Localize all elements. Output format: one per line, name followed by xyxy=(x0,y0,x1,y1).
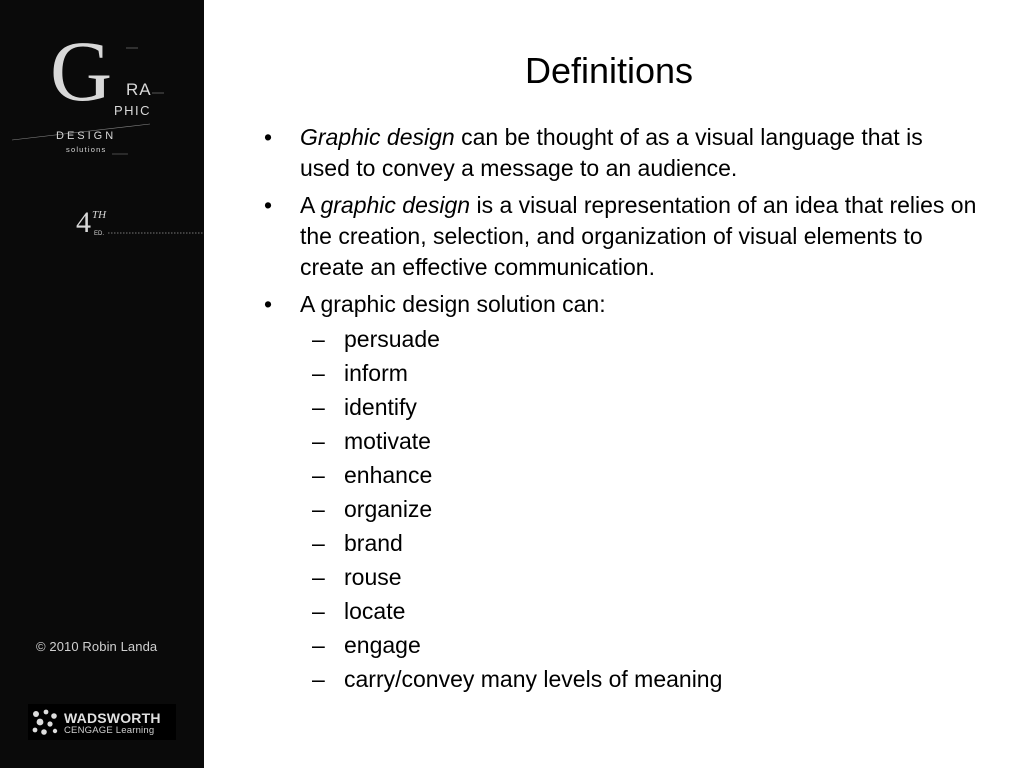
bullet-lead: A xyxy=(300,192,321,218)
bullet-rest: can be thought of as a visual language that is used to convey a message to an audience. xyxy=(300,124,923,181)
sub-item-text: motivate xyxy=(344,428,431,454)
bullet-rest: is a visual representation of an idea that relies on the creation, selection, and organization of visual elements to create an effective communication. xyxy=(300,192,977,280)
logo-ra: RA xyxy=(126,80,152,99)
dash-symbol: – xyxy=(312,462,325,488)
sub-list-item xyxy=(258,424,978,458)
dash-symbol: – xyxy=(312,394,325,420)
dash-symbol: – xyxy=(312,666,325,692)
bullet-emphasis: Graphic design xyxy=(300,124,455,150)
sub-item-text: organize xyxy=(344,496,433,522)
sub-item-text: rouse xyxy=(344,564,402,590)
bullet-item xyxy=(258,289,978,320)
sub-item-text: engage xyxy=(344,632,421,658)
dash-symbol: – xyxy=(312,598,325,624)
bullet-lead: A graphic design solution can: xyxy=(300,291,606,317)
sub-item-text: persuade xyxy=(344,326,440,352)
dash-symbol: – xyxy=(312,564,325,590)
publisher-subtitle: CENGAGE Learning xyxy=(64,725,155,736)
sub-list-item xyxy=(258,594,978,628)
dash-symbol: – xyxy=(312,326,325,352)
sub-item-text: inform xyxy=(344,360,408,386)
sidebar xyxy=(0,0,204,768)
logo-design: DESIGN xyxy=(56,130,117,142)
bullet-symbol: • xyxy=(264,192,273,218)
copyright-text: © 2010 Robin Landa xyxy=(36,639,158,654)
dash-symbol: – xyxy=(312,360,325,386)
sub-item-text: brand xyxy=(344,530,403,556)
sub-list-item xyxy=(258,458,978,492)
sub-list-item xyxy=(258,560,978,594)
dash-symbol: – xyxy=(312,530,325,556)
bullet-item xyxy=(258,122,978,184)
bullet-emphasis: graphic design xyxy=(320,192,471,218)
slide-body xyxy=(258,122,978,696)
logo-phic: PHIC xyxy=(114,103,152,118)
sub-list-item xyxy=(258,628,978,662)
sub-list-item xyxy=(258,390,978,424)
sub-list-item xyxy=(258,492,978,526)
sub-list-item xyxy=(258,662,978,696)
logo-edition-suffix: TH xyxy=(92,209,107,221)
slide-title: Definitions xyxy=(524,50,694,91)
logo-edition-ed: ED. xyxy=(94,231,105,237)
book-logo xyxy=(0,0,204,240)
sub-list-item xyxy=(258,356,978,390)
sub-item-text: enhance xyxy=(344,462,433,488)
logo-edition-number: 4 xyxy=(76,206,91,239)
dash-symbol: – xyxy=(312,496,325,522)
wadsworth-mark-icon xyxy=(30,708,60,736)
sub-item-text: locate xyxy=(344,598,406,624)
logo-big-letter: G xyxy=(50,23,113,119)
publisher-logo xyxy=(28,704,176,740)
dash-symbol: – xyxy=(312,632,325,658)
sub-item-text: identify xyxy=(344,394,417,420)
sub-item-text: carry/convey many levels of meaning xyxy=(344,666,723,692)
bullet-item xyxy=(258,190,978,283)
bullet-symbol: • xyxy=(264,124,273,150)
sub-list-item xyxy=(258,526,978,560)
dash-symbol: – xyxy=(312,428,325,454)
bullet-symbol: • xyxy=(264,291,273,317)
logo-solutions: solutions xyxy=(66,145,107,154)
publisher-name: WADSWORTH xyxy=(64,710,161,726)
sub-list-item xyxy=(258,322,978,356)
